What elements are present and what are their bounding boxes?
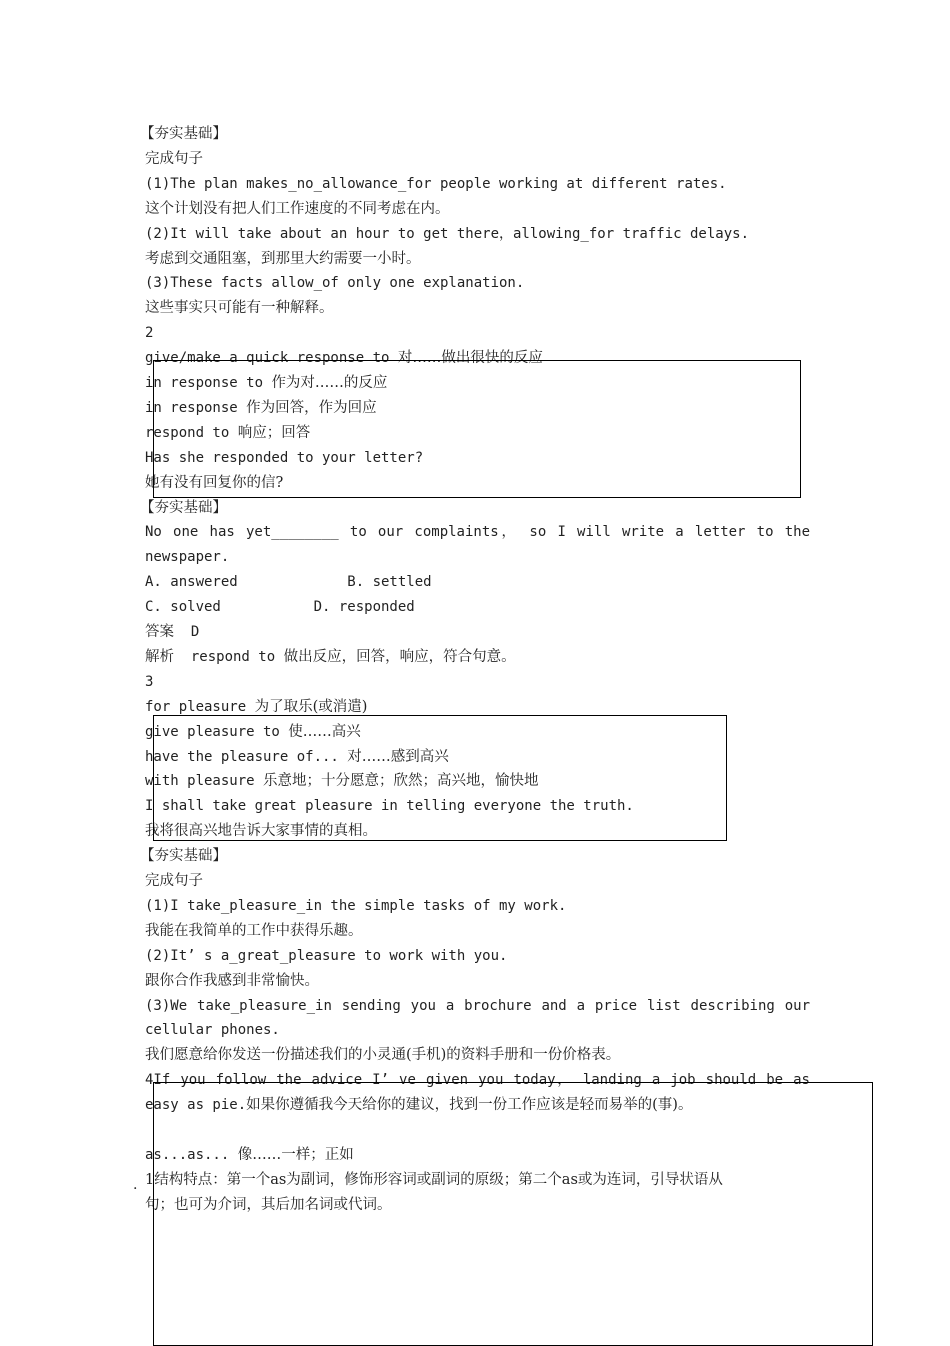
english-line: 3 [145,673,154,690]
chinese-line: 跟你合作我感到非常愉快。 [145,972,319,989]
english-phrase: as...as... [145,1146,238,1163]
chinese-line: 完成句子 [145,873,203,889]
english-phrase: in response [145,399,247,416]
section-heading: 【夯实基础】 [140,848,227,865]
chinese-gloss: 为了取乐(或消遣) [254,698,368,715]
english-line: (2)It will take about an hour to get there，allowing_for traffic delays. [145,225,750,242]
english-line: cellular phones. [145,1022,280,1039]
chinese-gloss: 对……做出很快的反应 [397,350,543,367]
note-box-response [153,360,801,498]
chinese-gloss: 作为回答，作为回应 [246,399,377,416]
chinese-gloss: 作为对……的反应 [271,375,388,391]
chinese-gloss: 对……感到高兴 [347,748,449,765]
label-text: 解析 [145,648,174,665]
chinese-line: 这个计划没有把人们工作速度的不同考虑在内。 [145,200,450,217]
note-box-as-as [153,1082,873,1346]
english-line: C. solved D. responded [145,599,415,616]
chinese-gloss: 乐意地；十分愿意；欣然；高兴地，愉快地 [263,773,539,790]
section-heading: 【夯实基础】 [140,126,227,142]
chinese-line: 我能在我简单的工作中获得乐趣。 [145,922,363,939]
english-line: A. answered B. settled [145,574,432,591]
english-phrase: give/make a quick response to [145,350,398,367]
margin-mark: . [133,1177,138,1193]
english-line: (2)It’ s a_great_pleasure to work with you. [145,947,508,964]
chinese-gloss: 响应；回答 [237,424,311,441]
english-phrase: with pleasure [145,773,264,790]
english-line: (3)We take_pleasure_in sending you a brochure and a price list describing our [145,997,810,1014]
phrase-line [145,645,810,670]
english-phrase: give pleasure to [145,723,289,740]
chinese-line: 我们愿意给你发送一份描述我们的小灵通(手机)的资料手册和一份价格表。 [145,1047,621,1064]
chinese-line: 完成句子 [145,150,203,167]
chinese-gloss: 使……高兴 [288,723,361,740]
chinese-line: 1结构特点：第一个as为副词，修饰形容词或副词的原级；第二个as或为连词，引导状语从 [145,1171,723,1188]
chinese-gloss: 像……一样；正如 [237,1146,354,1163]
phrase-line [145,620,810,645]
english-line: Has she responded to your letter? [145,449,424,466]
english-line: I shall take great pleasure in telling everyone the truth. [145,798,634,815]
english-phrase: have the pleasure of... [145,748,348,765]
english-phrase: in response to [145,375,272,391]
chinese-gloss: 如果你遵循我今天给你的建议，找到一份工作应该是轻而易举的(事)。 [246,1097,693,1114]
chinese-line: 考虑到交通阻塞，到那里大约需要一小时。 [145,250,421,267]
english-line: 4If you follow the advice I’ ve given you today， landing a job should be as [145,1072,810,1089]
english-line: No one has yet________ to our complaints， so I will write a letter to the [145,524,810,541]
chinese-line: 我将很高兴地告诉大家事情的真相。 [145,823,377,840]
chinese-line: 这些事实只可能有一种解释。 [145,300,334,317]
section-heading: 【夯实基础】 [140,499,227,516]
note-box-pleasure [153,715,727,841]
english-phrase: respond to [174,648,284,665]
english-phrase: respond to [145,424,238,441]
english-line: newspaper. [145,549,230,566]
english-phrase: easy as pie. [145,1097,247,1114]
chinese-gloss: 做出反应，回答，响应，符合句意。 [283,648,516,665]
chinese-line: 句；也可为介词，其后加名词或代词。 [145,1196,392,1213]
english-line: 2 [145,325,154,342]
english-line: (3)These facts allow_of only one explanation. [145,275,525,292]
english-line: (1)The plan makes_no_allowance_for people working at different rates. [145,175,727,192]
label-text: 答案 [145,624,174,640]
english-line: (1)I take_pleasure_in the simple tasks of my work. [145,897,567,914]
english-phrase: for pleasure [145,698,255,715]
english-phrase: D [174,624,200,640]
chinese-line: 她有没有回复你的信? [145,474,284,491]
